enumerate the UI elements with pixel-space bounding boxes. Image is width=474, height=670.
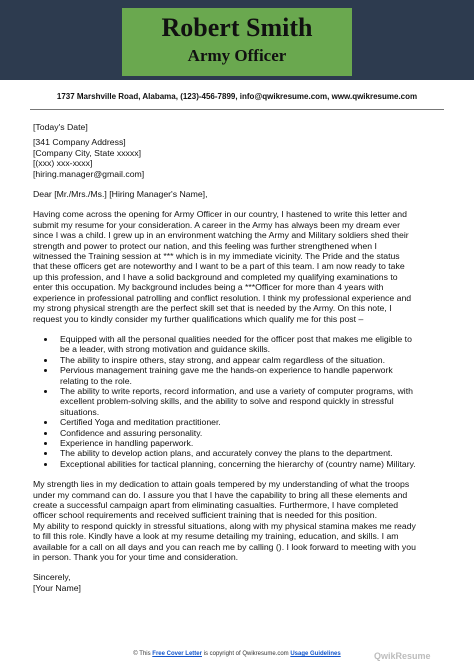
closing-line: officer school requirements and received sufficient training that is needed for this position. (33, 510, 377, 521)
contact-line: 1737 Marshville Road, Alabama, (123)-456-7899, info@qwikresume.com, www.qwikresume.com (56, 92, 418, 101)
brand-watermark: QwikResume (374, 651, 431, 661)
closing-line: to fill this role. Kindly have a look at my resume detailing my training, education, and skills. I am (33, 531, 399, 542)
closing-line: My strength lies in my dedication to attain goals tempered by my understanding of what the troops (33, 479, 410, 490)
intro-line: my strong physical strength are the perfect skill set that is needed by the Army. On this note, I (33, 303, 392, 314)
list-item-line: • Equipped with all the personal qualities needed for the officer post that makes me eligible to (60, 333, 412, 344)
list-item-line: • Certified Yoga and meditation practitioner. (60, 417, 221, 428)
intro-line: up this profession, and I have a solid background and completed my qualifying examinations to (33, 271, 398, 282)
usage-guidelines-link[interactable]: Usage Guidelines (290, 651, 341, 657)
closing-line: in person. Thank you for your time and consideration. (33, 552, 239, 563)
job-title: Army Officer (187, 46, 287, 65)
letter-body (33, 122, 445, 593)
signoff: Sincerely, (33, 572, 71, 583)
closing-line: create a successful campaign apart from eliminating casualties. Furthermore, I have completed (33, 500, 399, 510)
list-item-line: excellent problem-solving skills, and the ability to solve and respond quickly in stressful (60, 396, 394, 407)
address-line: [hiring.manager@gmail.com] (33, 168, 145, 179)
intro-line: witnessed the Training session at *** which is in my immediate vicinity. The Pride and the status (33, 251, 400, 262)
closing-line: My ability to respond quickly in stressful situations, along with my physical stamina makes me ready (33, 520, 416, 531)
closing-line: under my command can do. I assure you that I have the capability to bring all these elements and (33, 489, 408, 500)
list-item (56, 386, 445, 417)
closing-paragraph (33, 479, 445, 562)
list-item-line: • The ability to develop action plans, and accurately convey the plans to the department. (60, 448, 393, 459)
list-item-line: be a leader, with strong motivation and guidance skills. (60, 344, 271, 355)
list-item-line: • Pervious management training gave me the hands-on experience to handle paperwork (60, 365, 393, 376)
name-box (122, 8, 352, 76)
intro-line: request you to kindly consider my further qualifications which qualify me for this post – (33, 313, 364, 324)
intro-line: since I was a child. I grew up in an environment watching the Army and Military soldiers shed their (33, 230, 409, 241)
signature: [Your Name] (33, 582, 81, 593)
intro-line: submit my resume for your consideration. A career in the Army has always been my dream ever (33, 219, 400, 230)
address-line: [341 Company Address] (33, 137, 126, 148)
intro-line: strength and power to protect our nation, and this feeling was further strengthened when I (33, 240, 377, 251)
free-cover-letter-link[interactable]: Free Cover Letter (152, 651, 202, 657)
intro-line: that these officers get are noteworthy and I want to be a part of this team. I am now ready to take (33, 261, 405, 272)
recipient-address (33, 137, 445, 179)
list-item-line: • Confidence and assuring personality. (60, 427, 203, 438)
list-item (56, 438, 445, 448)
qualifications-list (33, 334, 445, 469)
list-item-line: situations. (60, 406, 100, 417)
list-item (56, 428, 445, 438)
list-item-line: relating to the role. (60, 375, 132, 386)
list-item-line: • The ability to write reports, record information, and use a variety of computer programs, with (60, 385, 413, 396)
list-item (56, 448, 445, 458)
list-item (56, 459, 445, 469)
closing-line: available for a call on all days and you can reach me by calling (). I look forward to meeting with you (33, 541, 416, 552)
address-line: [Company City, State xxxxx] (33, 147, 141, 158)
address-line: [(xxx) xxx-xxxx] (33, 158, 93, 169)
list-item-line: • Experience in handling paperwork. (60, 437, 194, 448)
divider (30, 109, 444, 110)
intro-line: Having come across the opening for Army Officer in our country, I hastened to write this letter and (33, 209, 407, 220)
applicant-name: Robert Smith (161, 13, 313, 42)
footer-prefix: © This (133, 651, 153, 657)
letter-date: [Today's Date] (33, 122, 88, 132)
list-item-line: • The ability to inspire others, stay strong, and appear calm regardless of the situation. (60, 354, 385, 365)
intro-line: experience in professional patrolling and conflict resolution. I think my professional experience and (33, 292, 412, 303)
intro-line: enter this occupation. My background includes being a ***Officer for more than 4 years with (33, 282, 384, 293)
list-item (56, 365, 445, 386)
list-item (56, 334, 445, 355)
salutation: Dear [Mr./Mrs./Ms.] [Hiring Manager's Name], (33, 189, 208, 200)
list-item (56, 355, 445, 365)
footer-middle: is copyright of Qwikresume.com (201, 651, 291, 657)
list-item (56, 417, 445, 427)
list-item-line: • Exceptional abilities for tactical planning, concerning the hierarchy of (country name) Military. (60, 458, 416, 469)
intro-paragraph (33, 209, 445, 323)
